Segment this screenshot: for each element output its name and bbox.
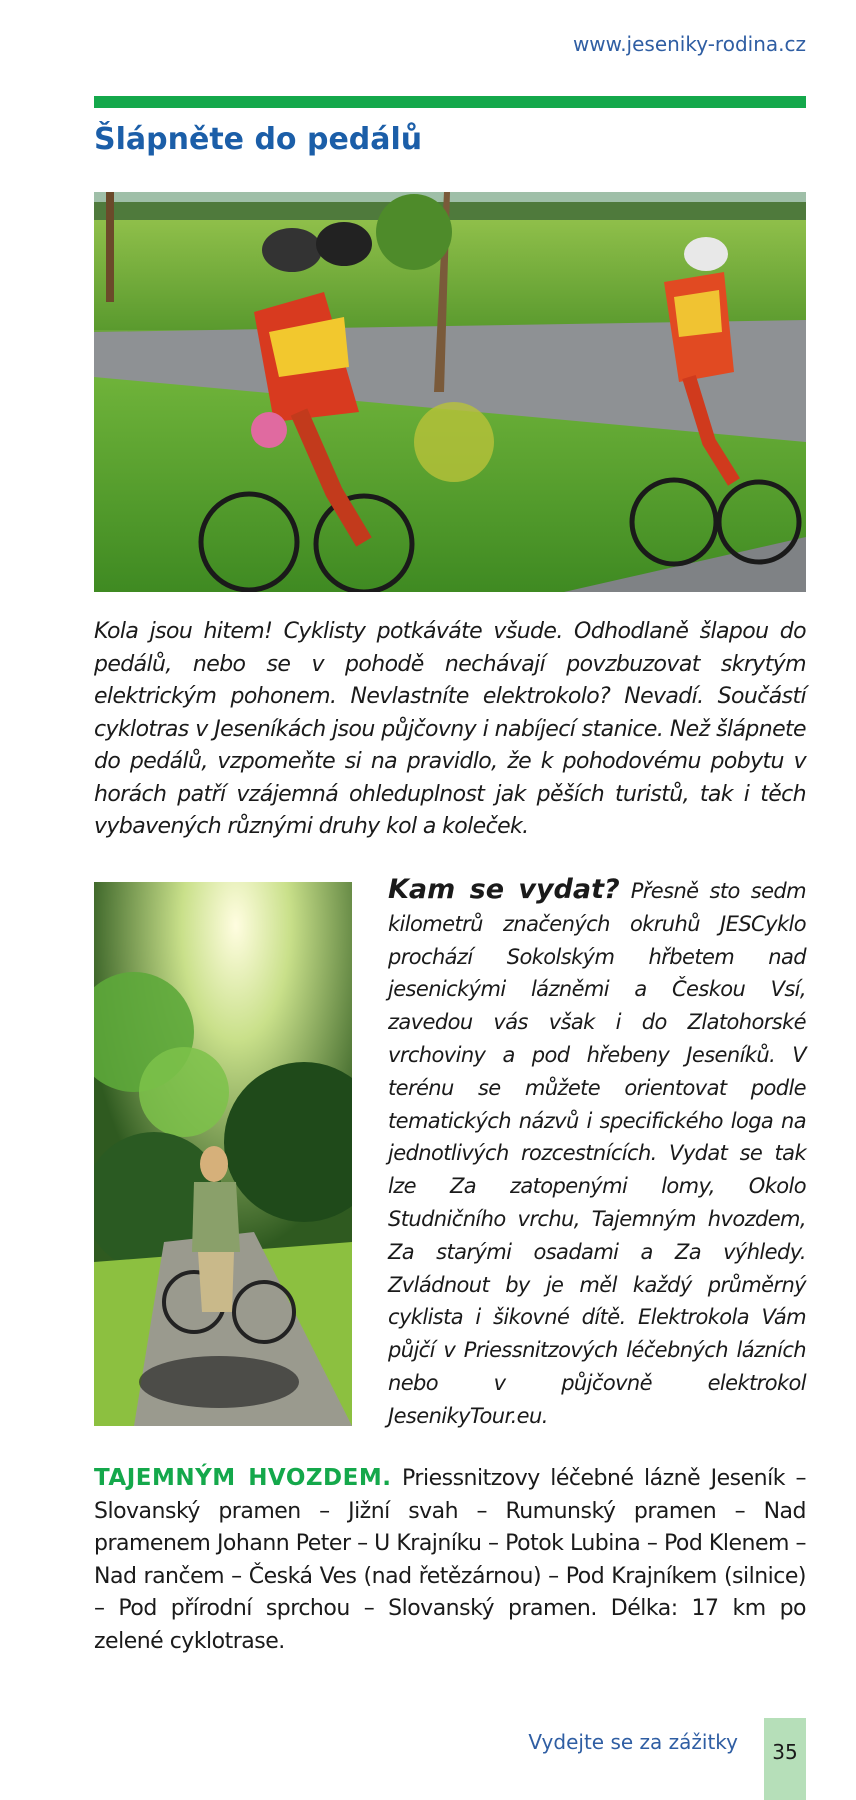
route-heading: TAJEMNÝM HVOZDEM. <box>94 1465 392 1491</box>
where-to-go-heading: Kam se vydat? <box>388 874 620 905</box>
cyclists-photo <box>94 192 806 592</box>
route-description <box>94 1462 806 1658</box>
page-title: Šlápněte do pedálů <box>94 122 423 157</box>
where-to-go-paragraph <box>388 874 806 1433</box>
girl-with-bike-photo <box>94 882 352 1426</box>
route-text: Priessnitzovy léčebné lázně Jeseník – Slovanský pramen – Jižní svah – Rumunský pramen – Nad pramenem Johann Peter – U Krajníku – Potok Lubina – Pod Klenem – Nad rančem – Česká Ves (nad řetězárnou) – Pod Krajníkem (silnice) – Pod přírodní sprchou – Slovanský pramen. Délka: 17 km po zelené cyklotrase. <box>94 1466 807 1654</box>
intro-paragraph: Kola jsou hitem! Cyklisty potkáváte všude. Odhodlaně šlapou do pedálů, nebo se v pohodě nechávají povzbuzovat skrytým elektrickým pohonem. Nevlastníte elektrokolo? Nevadí. Součástí cyklotras v Jeseníkách jsou půjčovny i nabíjecí stanice. Než šlápnete do pedálů, vzpomeňte si na pravidlo, že k pohodovému pobytu v horách patří vzájemná ohleduplnost jak pěších turistů, tak i těch vybavených různými druhy kol a koleček. <box>94 619 806 839</box>
footer-section-title: Vydejte se za zážitky <box>528 1730 738 1754</box>
where-to-go-text: Přesně sto sedm kilometrů značených okruhů JESCyklo prochází Sokolským hřbetem nad jesenickými lázněmi a Českou Vsí, zavedou vás však i do Zlatohorské vrchoviny a pod hřebeny Jeseníků. V terénu se můžete orientovat podle tematických názvů i specifického loga na jednotlivých rozcestnících. Vydat se tak lze Za zatopenými lomy, Okolo Studničního vrchu, Tajemným hvozdem, Za starými osadami a Za výhledy. Zvládnout by je měl každý průměrný cyklista i šikovné dítě. Elektrokola Vám půjčí v Priessnitzových léčebných lázních nebo v půjčovně elektrokol JesenikyTour.eu. <box>388 879 806 1428</box>
page-number: 35 <box>764 1718 806 1800</box>
website-url[interactable]: www.jeseniky-rodina.cz <box>572 32 806 56</box>
green-divider <box>94 96 806 108</box>
